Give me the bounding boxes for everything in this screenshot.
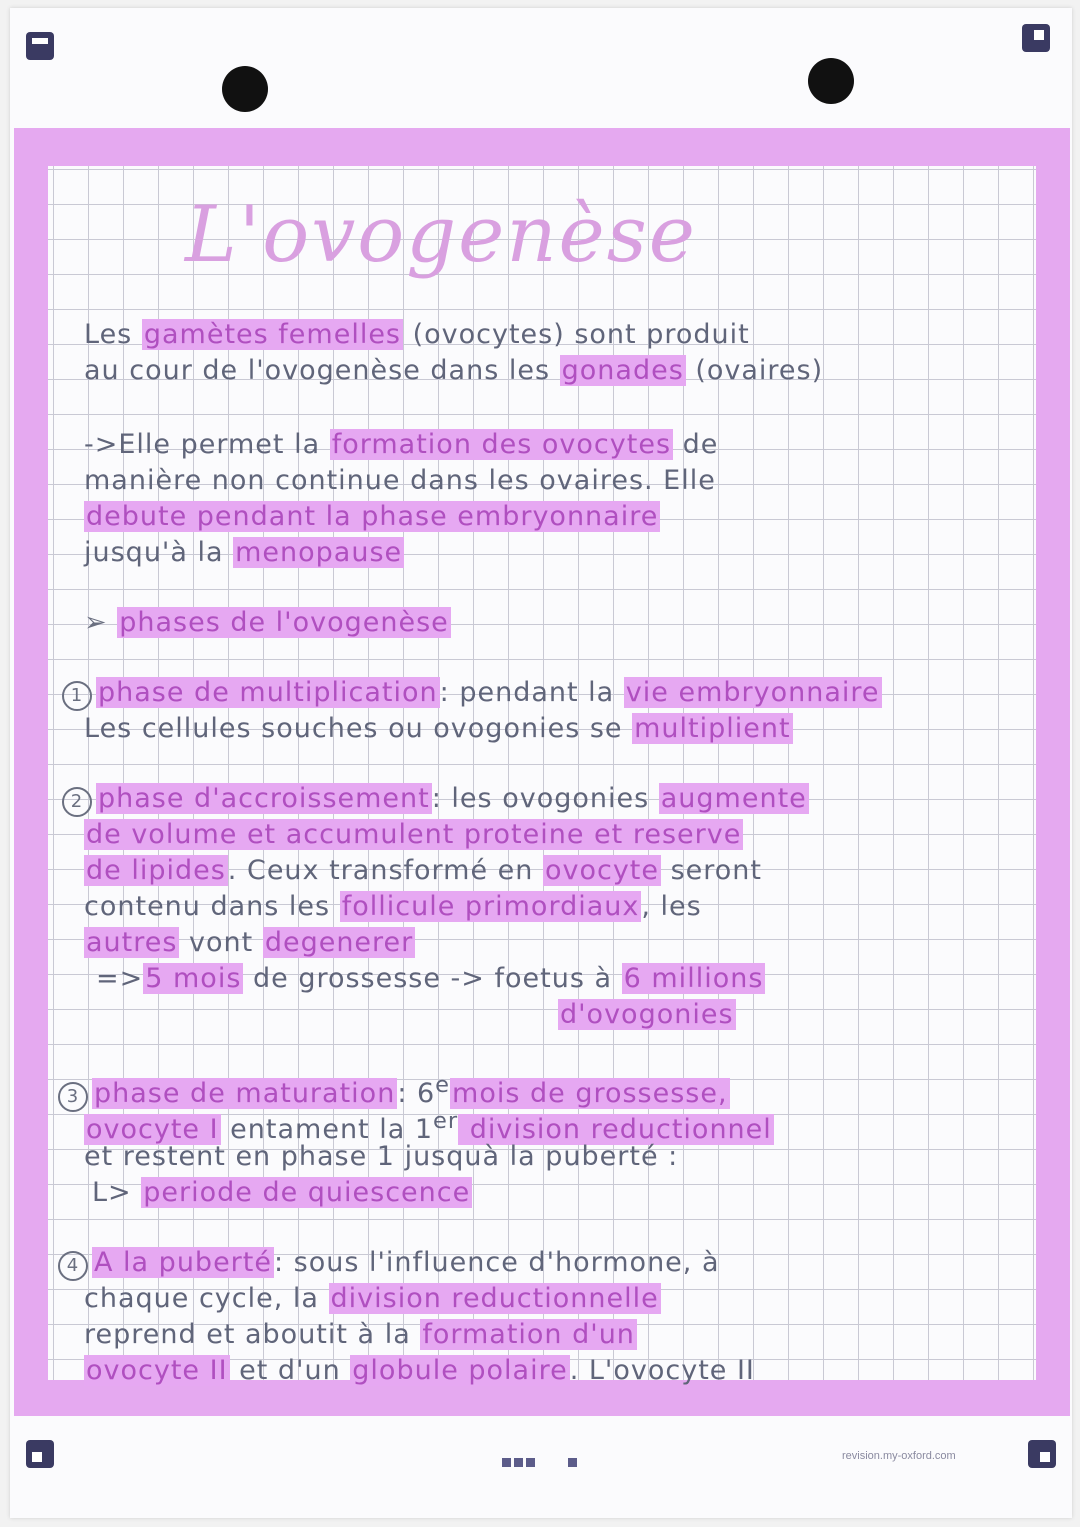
- page-marker-dots: [502, 1452, 580, 1471]
- phase2-line-6: =>5 mois de grossesse -> foetus à 6 millions: [96, 963, 764, 994]
- phase4-line-3: reprend et aboutit à la formation d'un: [84, 1319, 635, 1350]
- para-line-4: jusqu'à la menopause: [84, 537, 403, 568]
- phase3-line-2: ovocyte I entament la 1er division reductionnel: [86, 1108, 772, 1145]
- phase2-line-7: d'ovogonies: [560, 999, 734, 1030]
- binder-hole-left: [222, 66, 268, 112]
- corner-marker-bottom-right: [1028, 1440, 1056, 1468]
- corner-marker-top-right: [1022, 24, 1050, 52]
- phase1-line-2: Les cellules souches ou ovogonies se multiplient: [84, 713, 791, 744]
- phase2-line-1: 2 phase d'accroissement: les ovogonies augmente: [62, 782, 809, 817]
- phase4-line-1: 4 A la puberté: sous l'influence d'hormone, à: [58, 1246, 720, 1281]
- phase4-line-2: chaque cycle, la division reductionnelle: [84, 1283, 659, 1314]
- number-3-icon: 3: [58, 1082, 88, 1112]
- binder-hole-right: [808, 58, 854, 104]
- para-line-2: manière non continue dans les ovaires. Elle: [84, 465, 716, 496]
- number-1-icon: 1: [62, 681, 92, 711]
- corner-marker-bottom-left: [26, 1440, 54, 1468]
- phase3-line-4: L> periode de quiescence: [92, 1177, 471, 1208]
- phase2-line-4: contenu dans les follicule primordiaux, les: [84, 891, 702, 922]
- phase1-line-1: 1 phase de multiplication: pendant la vie embryonnaire: [62, 676, 882, 711]
- footer-url: revision.my-oxford.com: [842, 1450, 956, 1462]
- number-2-icon: 2: [62, 787, 92, 817]
- page-title: L'ovogenèse: [185, 190, 697, 280]
- corner-marker-top-left: [26, 32, 54, 60]
- para-line-1: ->Elle permet la formation des ovocytes de: [84, 429, 719, 460]
- phase2-line-3: de lipides. Ceux transformé en ovocyte seront: [86, 855, 763, 886]
- number-4-icon: 4: [58, 1251, 88, 1281]
- phase2-line-5: autres vont degenerer: [86, 927, 414, 958]
- intro-line-2: au cour de l'ovogenèse dans les gonades (ovaires): [84, 355, 824, 386]
- phase3-line-3: et restent en phase 1 jusquà la puberté :: [84, 1141, 679, 1172]
- phase2-line-2: de volume et accumulent proteine et reserve: [86, 819, 742, 850]
- arrow-icon: ➢: [84, 607, 108, 638]
- phase4-line-4: ovocyte II et d'un globule polaire. L'ovocyte II: [86, 1355, 755, 1386]
- section-heading: ➢ phases de l'ovogenèse: [84, 607, 449, 638]
- phase3-line-1: 3 phase de maturation: 6emois de grossesse,: [58, 1068, 730, 1112]
- intro-line-1: Les gamètes femelles (ovocytes) sont produit: [84, 319, 750, 350]
- para-line-3: debute pendant la phase embryonnaire: [86, 501, 659, 532]
